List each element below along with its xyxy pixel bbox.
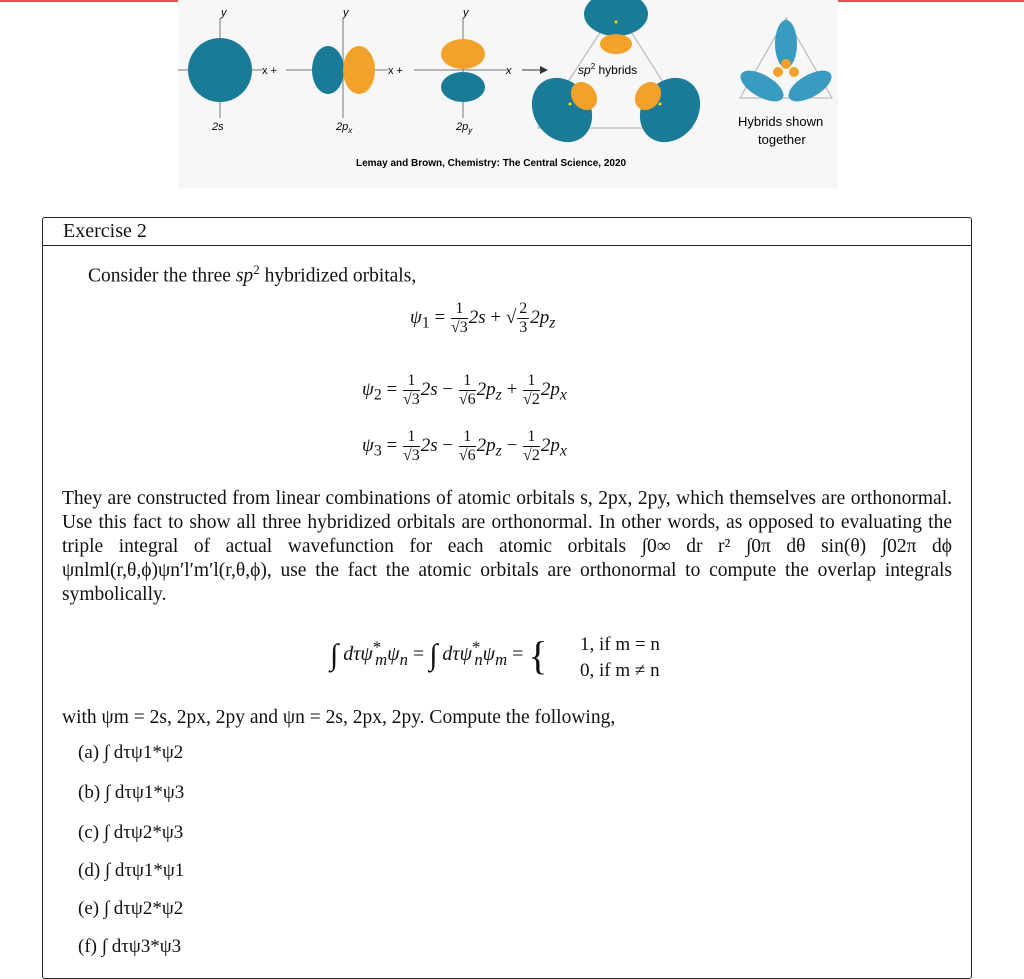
axis-y-label-3: y xyxy=(463,7,469,19)
axis-y-label-1: y xyxy=(221,7,227,19)
sp2-top-big-lobe xyxy=(584,0,648,36)
exercise-title: Exercise 2 xyxy=(63,220,147,242)
orbital-diagram xyxy=(178,0,838,188)
axis-x-plus-1: x + xyxy=(262,65,277,77)
intro-line: Consider the three $sp^2$ hybridized orbitals, xyxy=(88,262,417,287)
axis-x-plus-2: x + xyxy=(388,65,403,77)
explanation-paragraph: They are constructed from linear combinations of atomic orbitals s, 2px, 2py, which themselves are orthonormal. Use this fact to show all three hybridized orbitals are orthonormal. In other words, as opposed to evaluating the triple integral of actual wavefunction for each atomic orbitals ∫0∞ dr r² ∫0π dθ sin(θ) ∫02π dϕ ψnlml(r,θ,ϕ)ψn′l′m′l(r,θ,ϕ), use the fact the atomic orbitals are orthonormal to compute the overlap integrals symbolically. xyxy=(62,488,952,605)
equation-psi1: $\psi_1$ = $\frac{1}{√3}$ 2s + √ $\frac{2}{3}$ $2p_z$ xyxy=(410,300,556,336)
part-a: (a) ∫ dτψ1*ψ2 xyxy=(78,742,184,763)
orbital-2py-label: $2p_y$ xyxy=(456,121,473,135)
axis-y-label-2: y xyxy=(343,7,349,19)
sp2-hybrids-label: $sp^2$ hybrids xyxy=(578,62,638,77)
hybrids-together-line2: together xyxy=(758,132,806,147)
sp2-right-big-lobe xyxy=(628,66,713,154)
orbital-2py-teal-lobe xyxy=(441,72,485,102)
part-f: (f) ∫ dτψ3*ψ3 xyxy=(78,936,182,957)
part-b: (b) ∫ dτψ1*ψ3 xyxy=(78,782,185,803)
part-d: (d) ∫ dτψ1*ψ1 xyxy=(78,860,185,881)
exercise-header xyxy=(43,218,971,246)
orthonormal-condition: ∫ $d\tau\psi^*_m\psi_n$ = ∫ $d\tau\psi^*_n\psi_m$ = { xyxy=(330,633,548,678)
equation-psi2: $\psi_2$ = $\frac{1}{√3}$ 2s − $\frac{1}{√6}$ $2p_z$ + $\frac{1}{√2}$ $2p_x$ xyxy=(362,372,567,408)
orbital-2s-label: 2s xyxy=(212,121,224,133)
orbital-2px-teal-lobe xyxy=(312,46,344,94)
arrow-head xyxy=(540,66,548,74)
with-line: with ψm = 2s, 2px, 2py and ψn = 2s, 2px, 2py. Compute the following, xyxy=(62,707,616,728)
figure-citation: Lemay and Brown, Chemistry: The Central Science, 2020 xyxy=(356,158,627,169)
orbital-2px-label: $2p_x$ xyxy=(336,121,353,135)
orbital-2py-orange-lobe xyxy=(441,39,485,69)
sp2-top-small-lobe xyxy=(600,34,632,54)
part-e: (e) ∫ dτψ2*ψ2 xyxy=(78,898,184,919)
case-zero: 0, if m ≠ n xyxy=(580,660,660,681)
hybrids-together-line1: Hybrids shown xyxy=(738,114,824,129)
orbital-2s-sphere xyxy=(188,38,252,102)
equation-psi3: $\psi_3$ = $\frac{1}{√3}$ 2s − $\frac{1}{√6}$ $2p_z$ − $\frac{1}{√2}$ $2p_x$ xyxy=(362,428,567,464)
part-c: (c) ∫ dτψ2*ψ3 xyxy=(78,822,184,843)
case-one: 1, if m = n xyxy=(580,634,660,655)
axis-x-arrow-label: x xyxy=(506,65,512,77)
sp2-left-big-lobe xyxy=(520,66,605,154)
orbital-figure xyxy=(178,0,838,188)
orbital-2px-orange-lobe xyxy=(343,46,375,94)
